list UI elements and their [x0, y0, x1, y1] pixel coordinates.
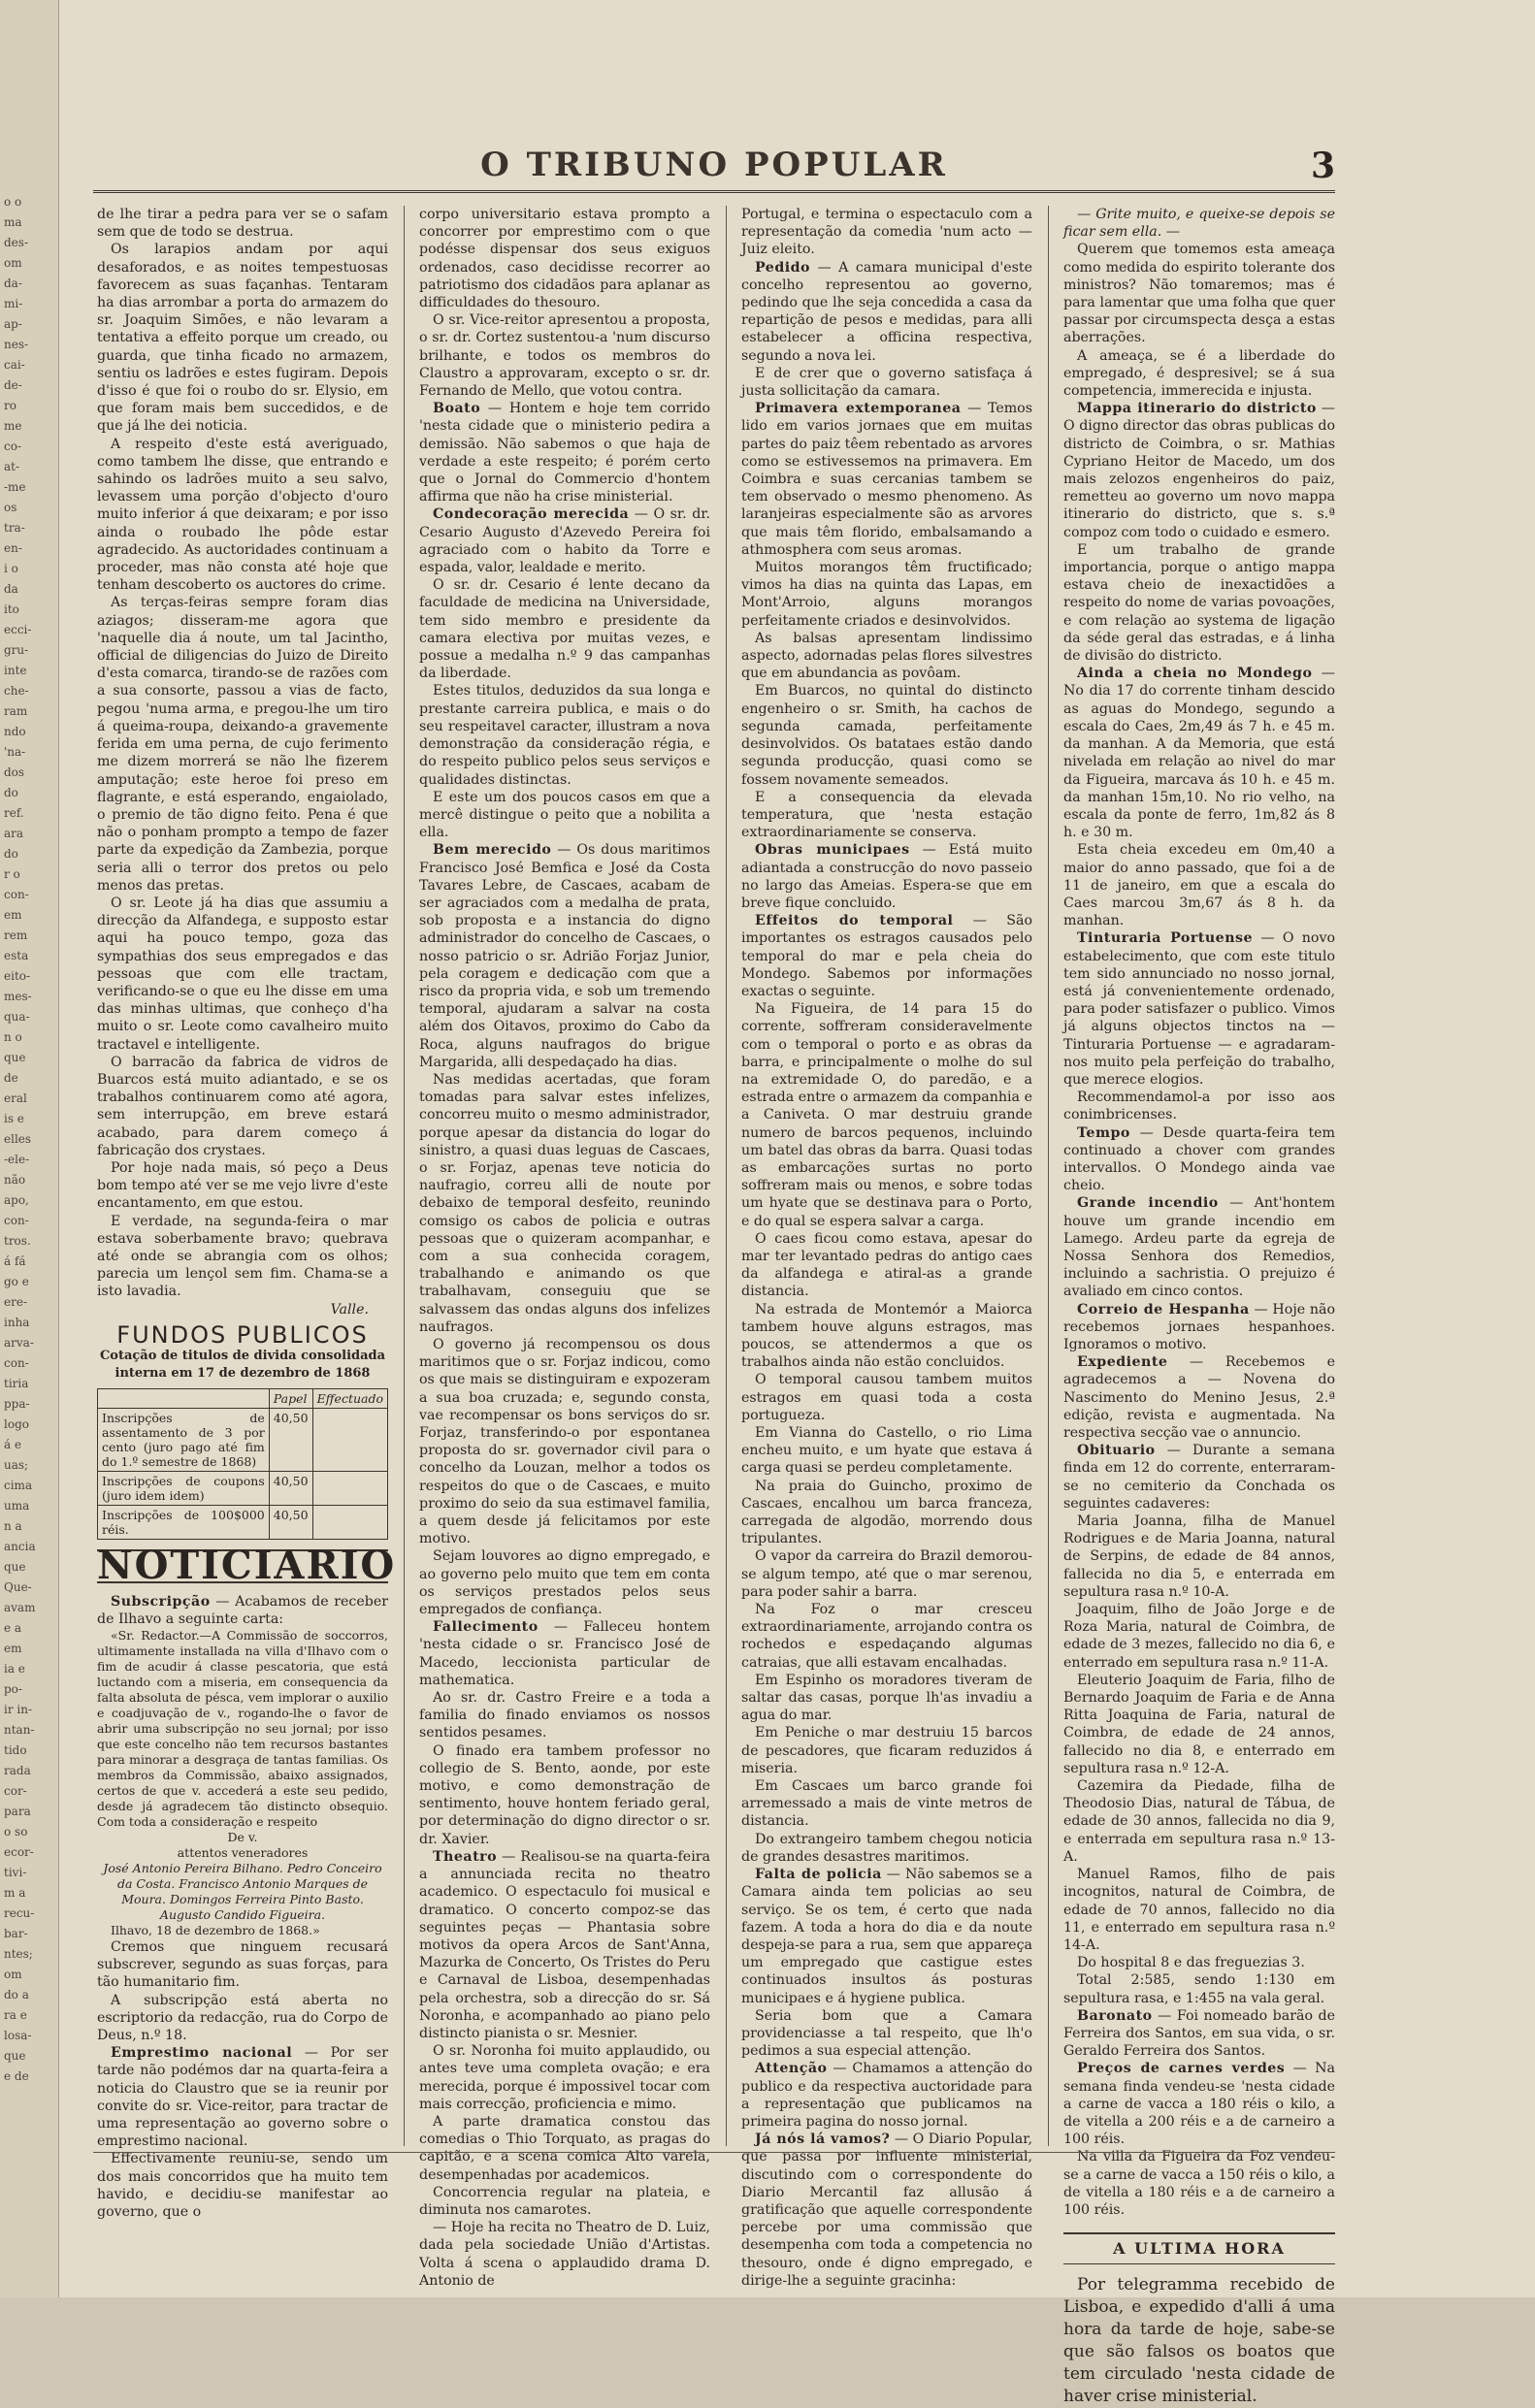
- paragraph: corpo universitario estava prompto a concorrer por emprestimo com o que podésse dispensar dos seus exiguos ordenados, caso decidisse recorrer ao patriotismo dos cidadãos para aplanar as difficuldades do thesouro.: [419, 207, 710, 311]
- noticiario-heading: NOTICIARIO: [97, 1543, 397, 1589]
- paragraph: Estes titulos, deduzidos da sua longa e prestante carreira publica, e mais o do seu respeitavel caracter, illustram a nova demonstração da consideração régia, e do respeito publico pelos seus serviços e qualidades distinctas.: [419, 683, 710, 788]
- paragraph: Na estrada de Montemór a Maiorca tambem houve alguns estragos, mas poucos, se attendermos a que os trabalhos ainda não estão concluidos.: [741, 1301, 1032, 1371]
- prev-page-fragment: qua-: [4, 1010, 30, 1024]
- paragraph: Em Buarcos, no quintal do distincto engenheiro o sr. Smith, ha cachos de segunda camada, perfeitamente desinvolvidos. Os batataes estão dando segunda producção, quasi como se fossem novamente semeados.: [741, 683, 1032, 788]
- paragraph: Em Peniche o mar destruiu 15 barcos de pescadores, que ficaram reduzidos á miseria.: [741, 1725, 1032, 1776]
- paragraph: Seria bom que a Camara providenciasse a tal respeito, que lh'o pedimos a sua especial attenção.: [741, 2007, 1032, 2060]
- paragraph: Ao sr. dr. Castro Freire e a toda a familia do finado enviamos os nossos sentidos pesames.: [419, 1690, 710, 1741]
- prev-page-fragment: do: [4, 786, 18, 799]
- prev-page-fragment: che-: [4, 684, 29, 698]
- prev-page-fragment: ntes;: [4, 1947, 33, 1961]
- table-header: Effectuado: [312, 1389, 387, 1409]
- article-text: — Foi nomeado barão de Ferreira dos Santos, em sua vida, o sr. Geraldo Ferreira dos Santos.: [1063, 2007, 1335, 2060]
- article: [741, 912, 1032, 1000]
- letter-date: Ilhavo, 18 de dezembro de 1868.»: [111, 1923, 320, 1938]
- paragraph: O barracão da fabrica de vidros de Buarcos está muito adiantado, e se os trabalhos continuarem como até agora, sem interrupção, em breve estará acabado, para darem começo á fabricação dos crystaes.: [97, 1054, 388, 1158]
- prev-page-fragment: ap-: [4, 317, 22, 331]
- prev-page-fragment: bar-: [4, 1927, 28, 1940]
- prev-page-fragment: n o: [4, 1030, 22, 1044]
- article: [419, 1618, 710, 1689]
- prev-page-fragment: eito-: [4, 969, 31, 983]
- prev-page-fragment: ma: [4, 215, 22, 229]
- rubric: Tinturaria Portuense: [1077, 930, 1254, 947]
- article-text: — Falleceu hontem 'nesta cidade o sr. Francisco José de Macedo, leccionista particular de mathematica.: [419, 1619, 710, 1688]
- paragraph: O vapor da carreira do Brazil demorou-se algum tempo, até que o mar serenou, para poder sahir a barra.: [741, 1548, 1032, 1600]
- prev-page-fragment: elles: [4, 1132, 32, 1146]
- paragraph: Em Espinho os moradores tiveram de saltar das casas, porque lh'as invadiu a agua do mar.: [741, 1672, 1032, 1724]
- prev-page-fragment: con-: [4, 888, 29, 901]
- rubric: Falta de policia: [755, 1867, 882, 1883]
- prev-page-fragment: que: [4, 2049, 26, 2063]
- rubric: Fallecimento: [433, 1619, 539, 1636]
- article: [741, 400, 1032, 559]
- article: [741, 2060, 1032, 2131]
- article: [1063, 1194, 1335, 1300]
- paragraph: Nas medidas acertadas, que foram tomadas para salvar estes infelizes, concorreu muito o mesmo administrador, porque apesar da distancia do logar do sinistro, a quasi duas leguas de Cascaes, o sr. Forjaz, apenas teve noticia do naufragio, correu alli de noute por debaixo de temporal desfeito, reunindo comsigo os cabos de policia e outras pessoas que o quizeram acompanhar, e com a sua conhecida coragem, trabalhando e animando os que trabalhavam, conseguiu que se salvassem das ondas alguns dos infelizes naufragos.: [419, 1071, 710, 1335]
- prev-page-fragment: go e: [4, 1275, 29, 1288]
- article-text: — Temos lido em varios jornaes que em muitas partes do paiz têem rebentado as arvores como se estivessemos na primavera. Em Coimbra e suas cercanias tambem se tem observado o mesmo phenomeno. As laranjeiras especialmente são as arvores que mais têm florido, embalsamando a athmosphera com seus aromas.: [741, 401, 1032, 558]
- rubric: Bem merecido: [433, 842, 552, 859]
- prev-page-fragment: tivi-: [4, 1866, 27, 1879]
- article-text: — O sr. dr. Cesario Augusto d'Azevedo Pereira foi agraciado com o habito da Torre e espada, valor, lealdade e merito.: [419, 506, 711, 576]
- letter-text: «Sr. Redactor.—A Commissão de soccorros, ultimamente installada na villa d'Ilhavo com o fim de acudir á classe pescatoria, que está luctando com a miseria, em consequencia da falta absoluta de pésca, vem implorar o auxilio e coadjuvação de v., rogando-lhe o favor de abrir uma subscripção no seu jornal; por isso que este concelho não tem recursos bastantes para minorar a desgraça de tantas familias. Os membros da Commissão, abaixo assignados, certos de que v. accederá a este seu pedido, desde já agradecem tão distincto obsequio. Com toda a consideração e respeito: [97, 1628, 388, 1830]
- paragraph: E de crer que o governo satisfaça á justa sollicitação da camara.: [741, 365, 1032, 400]
- paragraph: Recommendamol-a por isso aos conimbricenses.: [1063, 1090, 1335, 1123]
- prev-page-fragment: não: [4, 1173, 26, 1187]
- article: [1063, 1124, 1335, 1195]
- prev-page-fragment: mi-: [4, 297, 23, 310]
- table-cell: 40,50: [269, 1472, 312, 1506]
- paragraph: Por hoje nada mais, só peço a Deus bom tempo até ver se me vejo livre d'este encantamento, em que estou.: [97, 1159, 388, 1212]
- article-text: — Recebemos e agradecemos a — Novena do Nascimento do Menino Jesus, 2.ª edição, revista e augmentada. Na respectiva secção vae o annuncio.: [1063, 1354, 1335, 1442]
- rubric: Theatro: [433, 1848, 498, 1865]
- prev-page-fragment: o o: [4, 195, 22, 209]
- prev-page-fragment: á fá: [4, 1254, 26, 1268]
- page-number: 3: [1310, 146, 1335, 186]
- masthead-rule: [93, 190, 1335, 193]
- rubric: Correio de Hespanha: [1077, 1301, 1250, 1318]
- article-text: — Hoje não recebemos jornaes hespanhoes. Ignoramos o motivo.: [1063, 1301, 1335, 1352]
- prev-page-fragment: ref.: [4, 806, 24, 820]
- prev-page-fragment: cai-: [4, 358, 25, 372]
- masthead: [93, 146, 1335, 184]
- prev-page-fragment: m a: [4, 1886, 26, 1900]
- article: [1063, 2060, 1335, 2148]
- prev-page-fragment: po-: [4, 1682, 22, 1696]
- paragraph: Na villa da Figueira da Foz vendeu-se a carne de vacca a 150 réis o kilo, a de vitella a 180 réis e a de carneiro a 100 réis.: [1063, 2149, 1335, 2218]
- article-text: — Na semana finda vendeu-se 'nesta cidade a carne de vacca a 180 réis o kilo, a de vitella a 200 réis e a de carneiro a 100 réis.: [1063, 2061, 1335, 2148]
- prev-page-fragment: co-: [4, 439, 21, 453]
- article: [1063, 2007, 1335, 2061]
- table-cell: Inscripções de assentamento de 3 por cento (juro pago até fim do 1.º semestre de 1868): [98, 1409, 270, 1472]
- prev-page-fragment: ara: [4, 827, 24, 840]
- paragraph: Cazemira da Piedade, filha de Theodosio Dias, natural de Tábua, de edade de 30 annos, fallecida no dia 9, e enterrada em sepultura rasa n.º 13-A.: [1063, 1778, 1335, 1865]
- letter-signatories: José Antonio Pereira Bilhano. Pedro Conceiro da Costa. Francisco Antonio Marques de Moura. Domingos Ferreira Pinto Basto. Augusto Candido Figueira.: [103, 1861, 382, 1923]
- prev-page-fragment: en-: [4, 541, 22, 555]
- prev-page-fragment: i o: [4, 562, 18, 575]
- fundos-heading: FUNDOS PUBLICOS: [116, 1320, 369, 1349]
- article-text: — O digno director das obras publicas do districto de Coimbra, o sr. Mathias Cypriano Heitor de Macedo, um dos mais zelozos engenheiros do paiz, remetteu ao governo um novo mappa itinerario do districto, que s. s.ª compoz com todo o cuidado e esmero.: [1063, 401, 1335, 540]
- prev-page-fragment: da-: [4, 277, 22, 290]
- prev-page-fragment: mes-: [4, 990, 32, 1003]
- article: [419, 400, 710, 505]
- article-text: — Ant'hontem houve um grande incendio em Lamego. Ardeu parte da egreja de Nossa Senhora dos Remedios, incluindo a sachristia. O prejuizo é avaliado em cinco contos.: [1063, 1195, 1335, 1300]
- article: [741, 841, 1032, 912]
- rubric: Mappa itinerario do districto: [1077, 401, 1317, 417]
- article-text: — O novo estabelecimento, que com este titulo tem sido annunciado no nosso jornal, está já convenientemente ordenado, para poder satisfazer o publico. Vimos já alguns objectos tinctos na — Tinturaria Portuense — e agradaram-nos muito pela perfeição do trabalho, que merece elogios.: [1063, 930, 1335, 1088]
- article: [1063, 400, 1335, 541]
- column-4: [1063, 206, 1335, 2408]
- prev-page-fragment: da: [4, 582, 18, 596]
- prev-page-fragment: cima: [4, 1479, 33, 1492]
- prev-page-fragment: ram: [4, 704, 28, 718]
- paragraph: O sr. Leote já ha dias que assumiu a direcção da Alfandega, e supposto estar aqui ha pouco tempo, goza das sympathias dos seus empregados e das pessoas que com elle tractam, verificando-se o que eu lhe disse em uma das minhas ultimas, que conheço d'ha muito o sr. Leote como cavalheiro muito tractavel e intelligente.: [97, 895, 388, 1053]
- paragraph: Os larapios andam por aqui desaforados, e as noites tempestuosas favorecem as suas façanhas. Tentaram ha dias arrombar a porta do armazem do sr. Joaquim Simões, e não levaram a tentativa a effeito porque um creado, ou guarda, que tinha ficado no armazem, sentiu os ladrões e estes fugiram. Depois d'isso é que foi o roubo do sr. Elysio, em que foram mais bem succedidos, e de que já lhe dei noticia.: [97, 242, 388, 435]
- prev-page-fragment: n a: [4, 1519, 22, 1533]
- column-divider: [404, 206, 405, 2146]
- article-text: — Está muito adiantada a construcção do novo passeio no largo das Ameias. Espera-se que em breve fique concluido.: [741, 842, 1032, 911]
- previous-page-edge: [0, 0, 59, 2297]
- prev-page-fragment: o so: [4, 1825, 28, 1839]
- article: [1063, 665, 1335, 841]
- paragraph: As terças-feiras sempre foram dias aziagos; disseram-me agora que 'naquelle dia á noute, um tal Jacintho, official de diligencias do Juizo de Direito d'esta comarca, tirando-se de razões com a sua consorte, passou a vias de facto, pegou 'numa arma, e pregou-lhe um tiro á queima-roupa, deixando-a gravemente ferida em uma perna, de cujo ferimento me dizem morrerá se não lhe fizerem amputação; este heroe foi preso em flagrante, e está esperando, engaiolado, o premio de tão digno feito. Pena é que não o ponham prompto a tempo de fazer parte da expedição da Zambezia, porque seria alli o terror dos pretos ou pelo menos das pretas.: [97, 595, 388, 894]
- prev-page-fragment: losa-: [4, 2029, 32, 2042]
- prev-page-fragment: de-: [4, 378, 22, 392]
- prev-page-fragment: tros.: [4, 1234, 31, 1248]
- prev-page-fragment: á e: [4, 1438, 22, 1451]
- paragraph: Do hospital 8 e das freguezias 3.: [1077, 1955, 1305, 1971]
- fundos-subtitle: Cotação de titulos de divida consolidada interna em 17 de dezembro de 1868: [99, 1349, 386, 1382]
- prev-page-fragment: que: [4, 1560, 26, 1574]
- paragraph: de lhe tirar a pedra para ver se o safam sem que de todo se destrua.: [97, 207, 388, 241]
- rubric: Obituario: [1077, 1443, 1156, 1459]
- table-cell: [312, 1506, 387, 1540]
- table-row: [98, 1472, 388, 1506]
- rubric: Attenção: [755, 2061, 828, 2077]
- prev-page-fragment: para: [4, 1805, 31, 1818]
- article-text: — Os dous maritimos Francisco José Bemfica e José da Costa Tavares Lebre, de Cascaes, acabam de ser agraciados com a medalha de prata, sob proposta e a instancia do digno administrador do concelho de Cascaes, o nosso patricio o sr. Adrião Forjaz Junior, pela coragem e dedicação com que a risco da propria vida, e sob um tremendo temporal, ajudaram a salvar na costa além dos Oitavos, proximo do Cabo da Roca, alguns naufragos do brigue Margarida, alli despedaçado ha dias.: [419, 842, 710, 1070]
- paragraph: Sejam louvores ao digno empregado, e ao governo pelo muito que tem em conta os serviços prestados pelos seus empregados de confiança.: [419, 1548, 710, 1618]
- article: [419, 841, 710, 1071]
- prev-page-fragment: nes-: [4, 338, 29, 351]
- paragraph: E este um dos poucos casos em que a mercê distingue o peito que a nobilita a ella.: [419, 789, 710, 841]
- prev-page-fragment: os: [4, 501, 17, 514]
- paragraph: Total 2:585, sendo 1:130 em sepultura rasa, e 1:455 na vala geral.: [1063, 1972, 1335, 2006]
- rubric: Condecoração merecida: [433, 506, 630, 523]
- prev-page-fragment: 'na-: [4, 745, 26, 759]
- prev-page-fragment: ntan-: [4, 1723, 35, 1737]
- column-2: [419, 206, 710, 2290]
- prev-page-fragment: tido: [4, 1743, 27, 1757]
- prev-page-fragment: rem: [4, 928, 28, 942]
- table-cell: [312, 1472, 387, 1506]
- paragraph: E verdade, na segunda-feira o mar estava soberbamente bravo; quebrava até onde se abrangia com os olhos; parecia um lençol sem fim. Chama-se a isto lavadia.: [97, 1213, 388, 1300]
- paragraph: Na Figueira, de 14 para 15 do corrente, soffreram consideravelmente com o temporal o porto e as obras da barra, e principalmente o molhe do sul na extremidade O, do paredão, e a estrada entre o armazem da companhia e a Caniveta. O mar destruiu grande numero de barcos pequenos, incluindo um batel das obras da barra. Quasi todas as embarcações surtas no porto soffreram mais ou menos, e sobre todas um hyate que se destinava para o Porto, e do qual se espera salvar a carga.: [741, 1001, 1032, 1229]
- column-3: [741, 206, 1032, 2290]
- table-cell: Inscripções de 100$000 réis.: [98, 1506, 270, 1540]
- prev-page-fragment: ito: [4, 602, 19, 616]
- paragraph: E um trabalho de grande importancia, porque o antigo mappa estava cheio de inexactidões a respeito do nome de varias povoações, e com relação ao systema de ligação da séde geral das estradas, e á linha de divisão do districto.: [1063, 541, 1335, 665]
- prev-page-fragment: de: [4, 1071, 18, 1085]
- prev-page-fragment: e de: [4, 2069, 29, 2083]
- paragraph: E a consequencia da elevada temperatura, que 'nesta estação extraordinariamente se conserva.: [741, 789, 1032, 841]
- paragraph: Portugal, e termina o espectaculo com a representação da comedia 'num acto — Juiz eleito.: [741, 207, 1032, 258]
- prev-page-fragment: r o: [4, 867, 20, 881]
- prev-page-fragment: ir in-: [4, 1703, 33, 1716]
- table-row: [98, 1506, 388, 1540]
- article-text: — Por ser tarde não podémos dar na quarta-feira a noticia do Claustro que se ia reunir por convite do sr. Vice-reitor, para tractar de uma representação ao governo sobre o emprestimo nacional.: [97, 2045, 388, 2150]
- prev-page-fragment: -me: [4, 480, 26, 494]
- rubric: Já nós lá vamos?: [755, 2131, 891, 2148]
- paragraph: Joaquim, filho de João Jorge e de Roza Maria, natural de Coimbra, de edade de 3 mezes, fallecido no dia 6, e enterrado em sepultura rasa n.º 11-A.: [1063, 1602, 1335, 1671]
- rubric: Pedido: [755, 259, 811, 276]
- prev-page-fragment: eral: [4, 1091, 27, 1105]
- paragraph: Em Vianna do Castello, o rio Lima encheu muito, e um hyate que estava á carga quasi se perdeu completamente.: [741, 1425, 1032, 1477]
- letter-closing: De v.: [227, 1830, 258, 1845]
- column-divider: [1048, 206, 1049, 2146]
- paragraph: O finado era tambem professor no collegio de S. Bento, aonde, por este motivo, e como demonstração de sentimento, houve hontem feriado geral, por determinação do digno director o sr. dr. Xavier.: [419, 1742, 710, 1847]
- prev-page-fragment: ecor-: [4, 1845, 34, 1859]
- signature: Valle.: [330, 1301, 369, 1318]
- table-row: [98, 1409, 388, 1472]
- rubric: Ainda a cheia no Mondego: [1077, 666, 1313, 682]
- paragraph: O caes ficou como estava, apesar do mar ter levantado pedras do antigo caes da alfandega e atiral-as a grande distancia.: [741, 1230, 1032, 1300]
- paragraph: Do extrangeiro tambem chegou noticia de grandes desastres maritimos.: [741, 1831, 1032, 1865]
- article: [419, 505, 710, 576]
- prev-page-fragment: avam: [4, 1601, 36, 1614]
- article-text: — Durante a semana finda em 12 do corrente, enterraram-se no cemiterio da Conchada os seguintes cadaveres:: [1063, 1443, 1335, 1512]
- prev-page-fragment: apo,: [4, 1193, 29, 1207]
- paragraph: O sr. dr. Cesario é lente decano da faculdade de medicina na Universidade, tem sido membro e presidente da camara electiva por muitas vezes, e possue a medalha n.º 9 das campanhas da liberdade.: [419, 577, 710, 682]
- paragraph: A parte dramatica constou das comedias o Thio Torquato, as pragas do capitão, e a scena comica Alto varela, desempenhadas por academicos.: [419, 2113, 710, 2183]
- paragraph: Effectivamente reuniu-se, sendo um dos mais concorridos que ha muito tem havido, e decidiu-se manifestar ao governo, que o: [97, 2151, 388, 2221]
- prev-page-fragment: om: [4, 1968, 22, 1981]
- article-text: — Não sabemos se a Camara ainda tem policias ao seu serviço. Se os tem, é certo que nada fazem. A toda a hora do dia e da noute despeja-se para a rua, sem que appareça um empregado que castigue estes continuados insultos ás posturas municipaes e á hygiene publica.: [741, 1867, 1033, 2006]
- paragraph: Esta cheia excedeu em 0m,40 a maior do anno passado, que foi a de 11 de janeiro, em que a escala do Caes marcou 3m,67 ás 8 h. da manhan.: [1063, 842, 1335, 929]
- fundos-table: [97, 1388, 388, 1540]
- paragraph: Muitos morangos têm fructificado; vimos ha dias na quinta das Lapas, em Mont'Arroio, alguns morangos perfeitamente criados e desinvolvidos.: [741, 560, 1032, 629]
- article: [741, 2131, 1032, 2290]
- article-text: — O Diario Popular, que passa por influente ministerial, discutindo com o correspondente do Diario Mercantil faz allusão á gratificação que aquelle correspondente percebe por uma commissão que desempenha com toda a competencia no thesouro, onde é digno empregado, e dirige-lhe a seguinte gracinha:: [741, 2131, 1032, 2289]
- rubric: Preços de carnes verdes: [1077, 2061, 1286, 2077]
- article-text: — A camara municipal d'este concelho representou ao governo, pedindo que lhe seja concedida a casa da repartição de pesos e medidas, para alli estabelecer a officina respectiva, segundo a nova lei.: [741, 259, 1032, 364]
- rubric: Boato: [433, 401, 481, 417]
- rubric: Subscripção: [111, 1593, 211, 1610]
- prev-page-fragment: me: [4, 419, 22, 433]
- article: [1063, 929, 1335, 1089]
- article-text: — No dia 17 do corrente tinham descido as aguas do Mondego, segundo a escala do Caes, 2m,49 ás 7 h. e 45 m. da manhan. A da Memoria, que está nivelada em relação ao nivel do mar da Figueira, marcava ás 10 h. e 45 m. da manhan 15m,10. No rio velho, na escala da ponte de ferro, 1m,82 ás 8 h. e 30 m.: [1063, 666, 1335, 841]
- article: [741, 259, 1032, 365]
- prev-page-fragment: at-: [4, 460, 20, 473]
- paragraph: Maria Joanna, filha de Manuel Rodrigues e de Maria Joanna, natural de Serpins, de edade de 84 annos, fallecida no dia 5, e enterrada em sepultura rasa n.º 10-A.: [1063, 1513, 1335, 1600]
- paragraph: Eleuterio Joaquim de Faria, filho de Bernardo Joaquim de Faria e de Anna Ritta Joaquina de Faria, natural de Coimbra, de edade de 24 annos, fallecido no dia 8, e enterrado em sepultura rasa n.º 12-A.: [1063, 1672, 1335, 1776]
- paragraph: — Hoje ha recita no Theatro de D. Luiz, dada pela sociedade União d'Artistas. Volta á scena o applaudido drama D. Antonio de: [419, 2220, 710, 2289]
- letter-closing: attentos veneradores: [177, 1845, 309, 1861]
- prev-page-fragment: ecci-: [4, 623, 32, 636]
- prev-page-fragment: ere-: [4, 1295, 27, 1309]
- table-header: Papel: [269, 1389, 312, 1409]
- paragraph: Concorrencia regular na plateia, e diminuta nos camarotes.: [419, 2184, 710, 2218]
- paragraph: O temporal causou tambem muitos estragos em quasi toda a costa portugueza.: [741, 1372, 1032, 1423]
- prev-page-fragment: rada: [4, 1764, 31, 1777]
- prev-page-fragment: inte: [4, 664, 27, 677]
- article: [741, 1866, 1032, 2007]
- prev-page-fragment: uas;: [4, 1458, 29, 1472]
- article-text: — Realisou-se na quarta-feira a annunciada recita no theatro academico. O espectaculo foi musical e dramatico. O concerto compoz-se das seguintes peças — Phantasia sobre motivos da opera Arcos de Sant'Anna, Mazurka de Concerto, Os Tristes do Peru e Carnaval de Lisboa, desempenhadas pela orchestra, sob a direcção do sr. Sá Noronha, e acompanhado ao piano pelo distincto pianista o sr. Mesnier.: [419, 1848, 710, 2041]
- ultima-hora-heading: A ULTIMA HORA: [1063, 2232, 1335, 2264]
- prev-page-fragment: logo: [4, 1417, 29, 1431]
- article: [1063, 1353, 1335, 1442]
- prev-page-fragment: uma: [4, 1499, 30, 1513]
- prev-page-fragment: des-: [4, 236, 28, 249]
- prev-page-fragment: do a: [4, 1988, 29, 2001]
- table-cell: [312, 1409, 387, 1472]
- prev-page-fragment: dos: [4, 765, 25, 779]
- paragraph: Manuel Ramos, filho de pais incognitos, natural de Coimbra, de edade de 70 annos, fallecido no dia 11, e enterrado em sepultura rasa n.º 14-A.: [1063, 1867, 1335, 1953]
- prev-page-fragment: tiria: [4, 1377, 29, 1390]
- paragraph: Na Foz o mar cresceu extraordinariamente, arrojando contra os rochedos e espedaçando algumas catraias, que alli estavam encalhadas.: [741, 1602, 1032, 1671]
- prev-page-fragment: que: [4, 1051, 26, 1064]
- rubric: Baronato: [1077, 2007, 1153, 2024]
- paragraph: Cremos que ninguem recusará subscrever, segundo as suas forças, para tão humanitario fim.: [97, 1939, 388, 1991]
- paragraph: A subscripção está aberta no escriptorio da redacção, rua do Corpo de Deus, n.º 18.: [97, 1992, 388, 2044]
- rubric: Grande incendio: [1077, 1195, 1219, 1212]
- article-text: — Desde quarta-feira tem continuado a chover com grandes intervallos. O Mondego ainda vae cheio.: [1063, 1124, 1335, 1194]
- prev-page-fragment: do: [4, 847, 18, 861]
- article: [1063, 1301, 1335, 1354]
- rubric: Tempo: [1077, 1124, 1130, 1141]
- article-text: — Chamamos a attenção do publico e da respectiva auctoridade para a representação que publicamos na primeira pagina do nosso jornal.: [741, 2061, 1032, 2130]
- prev-page-fragment: Que-: [4, 1580, 32, 1594]
- prev-page-fragment: con-: [4, 1356, 29, 1370]
- newspaper-title: O TRIBUNO POPULAR: [480, 146, 948, 184]
- rubric: Primavera extemporanea: [755, 401, 962, 417]
- paragraph: O sr. Noronha foi muito applaudido, ou antes teve uma completa ovação; e era merecida, porque é impossivel tocar com mais correcção, proficiencia e mimo.: [419, 2043, 710, 2112]
- prev-page-fragment: ro: [4, 399, 16, 412]
- article: [1063, 1442, 1335, 1513]
- table-cell: 40,50: [269, 1409, 312, 1472]
- paragraph: A respeito d'este está averiguado, como tambem lhe disse, que entrando e sahindo os ladrões muito a seu salvo, levassem uma porção d'objecto d'ouro muito inferior á que deixaram; e por isso ainda o roubado lhe pôde estar agradecido. As auctoridades continuam a proceder, mas não consta até hoje que tenham descoberto os auctores do crime.: [97, 436, 388, 594]
- prev-page-fragment: esta: [4, 949, 29, 962]
- article: [97, 2044, 388, 2150]
- paragraph: A ameaça, se é a liberdade do empregado, é despresivel; se á sua competencia, immerecida e injusta.: [1063, 347, 1335, 400]
- rubric: Obras municipaes: [755, 842, 910, 859]
- prev-page-fragment: ancia: [4, 1540, 36, 1553]
- prev-page-fragment: ra e: [4, 2008, 27, 2022]
- article-text: — São importantes os estragos causados pelo temporal do mar e pela cheia do Mondego. Sabemos por informações exactas o seguinte.: [741, 913, 1032, 999]
- prev-page-fragment: em: [4, 908, 22, 922]
- paragraph: O governo já recompensou os dous maritimos que o sr. Forjaz indicou, como os que mais se distinguiram e expozeram a sua boa cruzada; e, segundo consta, vae recompensar os bons serviços do sr. Forjaz, transferindo-o por espontanea proposta do sr. governador civil para o concelho da Louzan, melhor a todos os respeitos do que o de Cascaes, e muito proximo do seio da sua estimavel familia, a quem desde já felicitamos por este motivo.: [419, 1337, 710, 1547]
- paragraph: Querem que tomemos esta ameaça como medida do espirito tolerante dos ministros? Não tomaremos; mas é para lamentar que uma folha que quer passar por circumspecta desça a estas aberrações.: [1063, 242, 1335, 346]
- article-text: — Acabamos de receber de Ilhavo a seguinte carta:: [97, 1593, 388, 1627]
- prev-page-fragment: arva-: [4, 1336, 34, 1350]
- prev-page-fragment: con-: [4, 1214, 29, 1227]
- paragraph: O sr. Vice-reitor apresentou a proposta, o sr. dr. Cortez sustentou-a 'num discurso brilhante, e todos os membros do Claustro a approvaram, excepto o sr. dr. Fernando de Mello, que votou contra.: [419, 312, 710, 400]
- paragraph: Em Cascaes um barco grande foi arremessado a mais de vinte metros de distancia.: [741, 1778, 1032, 1830]
- column-1: [97, 206, 397, 2221]
- footer-rule: [93, 2152, 1335, 2153]
- prev-page-fragment: -ele-: [4, 1153, 30, 1166]
- prev-page-fragment: inha: [4, 1316, 30, 1329]
- prev-page-fragment: om: [4, 256, 22, 270]
- paragraph: — Grite muito, e queixe-se depois se ficar sem ella. —: [1063, 207, 1335, 241]
- rubric: Expediente: [1077, 1354, 1168, 1371]
- prev-page-fragment: ppa-: [4, 1397, 30, 1411]
- prev-page-fragment: is e: [4, 1112, 24, 1125]
- prev-page-fragment: em: [4, 1642, 22, 1655]
- column-divider: [726, 206, 727, 2146]
- prev-page-fragment: ia e: [4, 1662, 25, 1676]
- prev-page-fragment: recu-: [4, 1906, 35, 1920]
- table-header: [98, 1389, 270, 1409]
- paragraph: Na praia do Guincho, proximo de Cascaes, encalhou um barca franceza, carregada de algodão, morrendo dous tripulantes.: [741, 1478, 1032, 1547]
- rubric: Emprestimo nacional: [111, 2045, 293, 2062]
- table-cell: 40,50: [269, 1506, 312, 1540]
- article-text: — Hontem e hoje tem corrido 'nesta cidade que o ministerio pedira a demissão. Não sabemos o que haja de verdade a este respeito; é porém certo que o Jornal do Commercio d'hontem affirma que não ha crise ministerial.: [419, 401, 710, 505]
- prev-page-fragment: cor-: [4, 1784, 27, 1798]
- prev-page-fragment: gru-: [4, 643, 29, 657]
- prev-page-fragment: tra-: [4, 521, 25, 535]
- rubric: Effeitos do temporal: [755, 913, 954, 929]
- paragraph: Por telegramma recebido de Lisboa, e expedido d'alli á uma hora da tarde de hoje, sabe-se que são falsos os boatos que tem circulado 'nesta cidade de haver crise ministerial.: [1063, 2275, 1335, 2407]
- table-cell: Inscripções de coupons (juro idem idem): [98, 1472, 270, 1506]
- prev-page-fragment: ndo: [4, 725, 26, 738]
- prev-page-fragment: e a: [4, 1621, 22, 1635]
- article: [419, 1848, 710, 2042]
- article: [97, 1593, 388, 1628]
- paragraph: As balsas apresentam lindissimo aspecto, adornadas pelas flores silvestres que em abundancia as povôam.: [741, 630, 1032, 682]
